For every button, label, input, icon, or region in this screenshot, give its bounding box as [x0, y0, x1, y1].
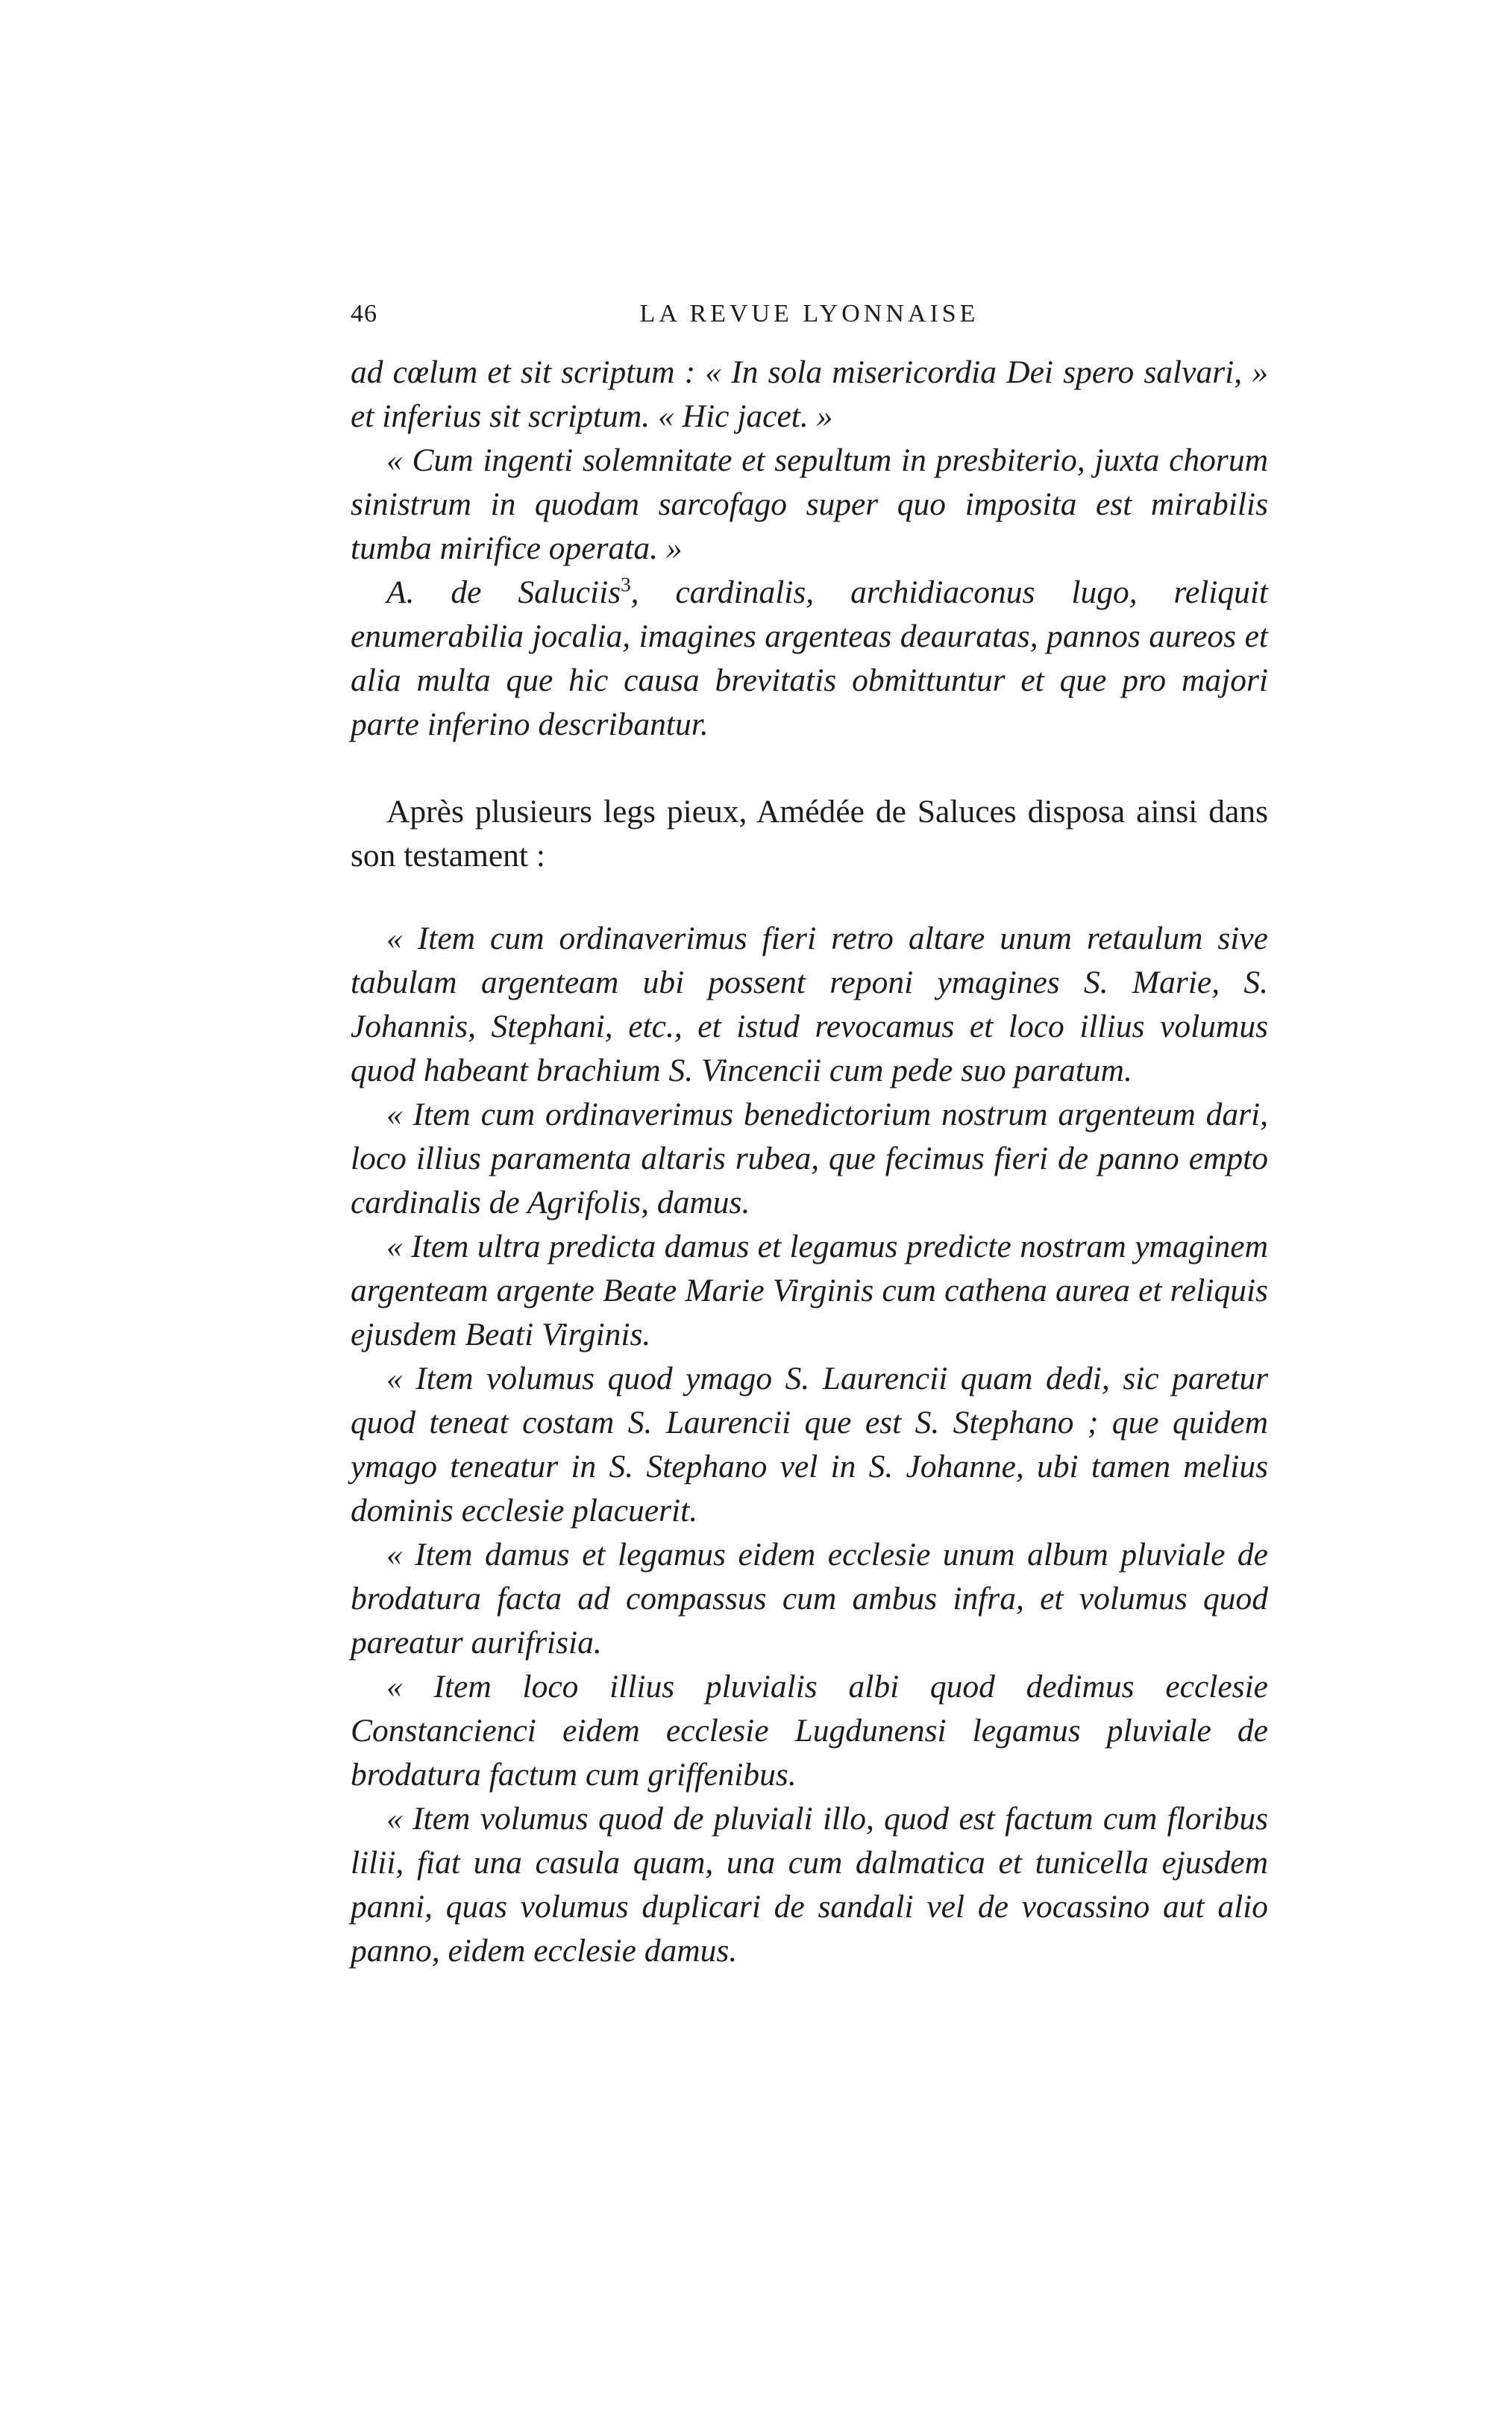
- latin-quote-paragraph: [351, 571, 1268, 747]
- testament-clause: « Item cum ordinaverimus fieri retro altare unum retaulum sive tabulam argenteam ubi possent reponi ymagines S. Marie, S. Johannis, Stephani, etc., et istud revocamus et loco illius volumus quod habeant brachium S. Vincencii cum pede suo paratum.: [351, 921, 1268, 1088]
- running-title: LA REVUE LYONNAISE: [639, 300, 979, 327]
- testament-clause: « Item volumus quod de pluviali illo, quod est factum cum floribus lilii, fiat una casula quam, una cum dalmatica et tunicella ejusdem panni, quas volumus duplicari de sandali vel de vocassino aut alio panno, eidem ecclesie damus.: [351, 1801, 1268, 1969]
- narrative-paragraph: Après plusieurs legs pieux, Amédée de Saluces disposa ainsi dans son testament :: [351, 794, 1268, 874]
- page-number: 46: [351, 300, 377, 327]
- testament-clause: « Item cum ordinaverimus benedictorium nostrum argenteum dari, loco illius paramenta altaris rubea, que fecimus fieri de panno empto cardinalis de Agrifolis, damus.: [351, 1097, 1268, 1220]
- paragraph-spacer: [351, 747, 1268, 790]
- quote-text: A. de Saluciis: [386, 574, 621, 610]
- page-header: [351, 300, 1268, 337]
- testament-clause: « Item damus et legamus eidem ecclesie unum album pluviale de brodatura facta ad compassus cum ambus infra, et volumus quod pareatur aurifrisia.: [351, 1537, 1268, 1661]
- page-body: [351, 351, 1268, 1973]
- footnote-marker: 3: [621, 573, 631, 596]
- latin-quote-paragraph: ad cœlum et sit scriptum : « In sola misericordia Dei spero salvari, » et inferius sit scriptum. « Hic jacet. »: [351, 354, 1268, 434]
- testament-clause: « Item ultra predicta damus et legamus predicte nostram ymaginem argenteam argente Beate Marie Virginis cum cathena aurea et reliquis ejusdem Beati Virginis.: [351, 1229, 1268, 1352]
- testament-clause: « Item volumus quod ymago S. Laurencii quam dedi, sic paretur quod teneat costam S. Laurencii que est S. Stephano ; que quidem ymago teneatur in S. Stephano vel in S. Johanne, ubi tamen melius dominis ecclesie placuerit.: [351, 1361, 1268, 1529]
- latin-quote-paragraph: « Cum ingenti solemnitate et sepultum in presbiterio, juxta chorum sinistrum in quodam sarcofago super quo imposita est mirabilis tumba mirifice operata. »: [351, 442, 1268, 566]
- quote-text: , cardinalis, archidiaconus lugo, reliquit enumerabilia jocalia, imagines argenteas deauratas, pannos aureos et alia multa que hic causa brevitatis obmittuntur et que pro majori parte inferino describantur.: [351, 574, 1269, 742]
- testament-clause: « Item loco illius pluvialis albi quod dedimus ecclesie Constancienci eidem ecclesie Lugdunensi legamus pluviale de brodatura factum cum griffenibus.: [351, 1669, 1268, 1793]
- paragraph-spacer: [351, 878, 1268, 917]
